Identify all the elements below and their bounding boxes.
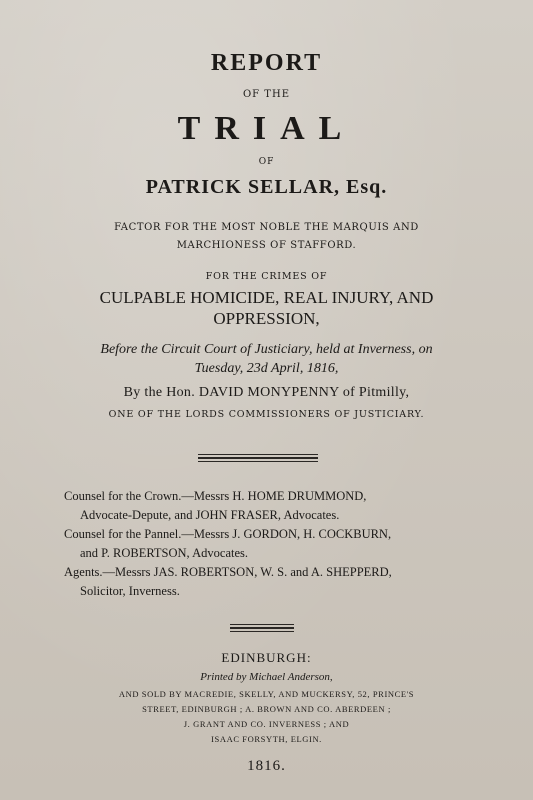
sellers-line-3: J. GRANT AND CO. INVERNESS ; AND [183, 719, 350, 729]
judge-title: ONE OF THE LORDS COMMISSIONERS OF JUSTICIARY. [108, 409, 425, 420]
trial-heading: TRIAL [177, 110, 356, 147]
court-line-1: Before the Circuit Court of Justiciary, held at Inverness, on [100, 342, 433, 357]
judge-line: By the Hon. DAVID MONYPENNY of Pitmilly, [123, 385, 410, 400]
crimes-intro: FOR THE CRIMES OF [205, 271, 328, 282]
sellers-line-4: ISAAC FORSYTH, ELGIN. [211, 734, 322, 744]
court-line-2: Tuesday, 23d April, 1816, [194, 361, 339, 376]
sellers-line-1: AND SOLD BY MACREDIE, SKELLY, AND MUCKERSY, 52, PRINCE'S [118, 689, 415, 699]
agents-line-2: Solicitor, Inverness. [80, 584, 180, 598]
crown-counsel-line-2: Advocate-Depute, and JOHN FRASER, Advocates. [80, 508, 340, 522]
imprint-city: EDINBURGH: [221, 650, 312, 665]
pannel-counsel-line-2: and P. ROBERTSON, Advocates. [80, 546, 248, 560]
defendant-name: PATRICK SELLAR, Esq. [145, 176, 388, 198]
publication-year: 1816. [247, 758, 286, 774]
pannel-counsel-line-1: Counsel for the Pannel.—Messrs J. GORDON, H. COCKBURN, [64, 527, 392, 541]
charges-line-1: CULPABLE HOMICIDE, REAL INJURY, AND [99, 288, 434, 307]
crown-counsel-line-1: Counsel for the Crown.—Messrs H. HOME DRUMMOND, [64, 489, 367, 503]
of-text: OF [258, 157, 275, 167]
sellers-line-2: STREET, EDINBURGH ; A. BROWN AND CO. ABERDEEN ; [142, 704, 391, 714]
factor-line-1: FACTOR FOR THE MOST NOBLE THE MARQUIS AND [114, 222, 419, 233]
printer-line: Printed by Michael Anderson, [200, 671, 333, 683]
charges-line-2: OPPRESSION, [213, 309, 320, 328]
report-heading: REPORT [210, 50, 323, 76]
of-the-text: OF THE [242, 89, 290, 100]
agents-line-1: Agents.—Messrs JAS. ROBERTSON, W. S. and A. SHEPPERD, [64, 565, 392, 579]
factor-line-2: MARCHIONESS OF STAFFORD. [176, 240, 357, 251]
